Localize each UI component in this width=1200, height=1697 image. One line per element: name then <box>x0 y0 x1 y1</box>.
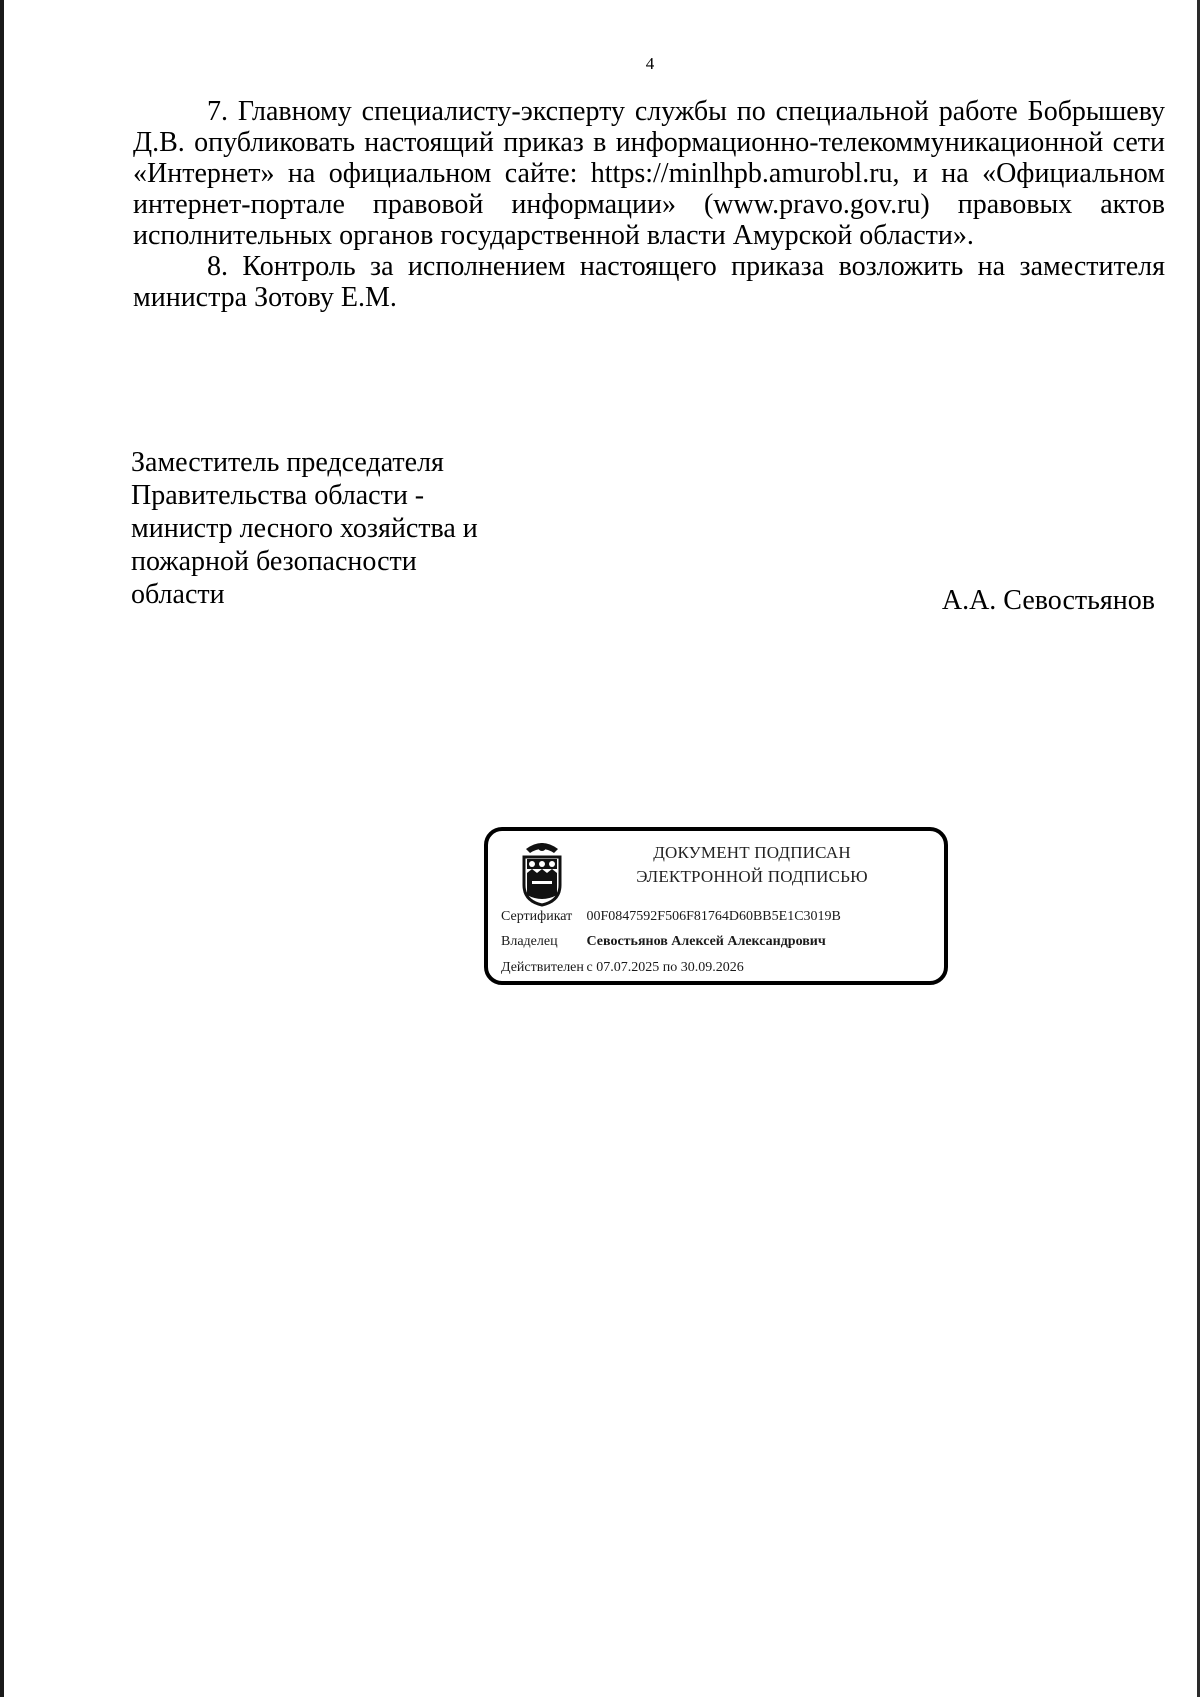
signer-name: А.А. Севостьянов <box>941 585 1155 616</box>
valid-value: с 07.07.2025 по 30.09.2026 <box>586 960 744 975</box>
document-body <box>133 96 1165 313</box>
certificate-label: Сертификат <box>501 909 573 924</box>
signer-position-line: Заместитель председателя <box>131 447 444 478</box>
signer-position-line: области <box>131 579 225 610</box>
owner-label: Владелец <box>501 934 558 949</box>
scan-edge-left <box>0 0 4 1697</box>
paragraph-8: 8. Контроль за исполнением настоящего приказа возложить на заместителя министра Зотову Е.М. <box>133 251 1165 313</box>
certificate-value: 00F0847592F506F81764D60BB5E1C3019B <box>586 909 841 924</box>
stamp-owner-row <box>501 934 826 950</box>
signer-position <box>131 446 591 611</box>
stamp-title <box>592 841 912 889</box>
page-number: 4 <box>645 54 655 73</box>
signer-position-line: пожарной безопасности <box>131 546 417 577</box>
electronic-signature-stamp <box>484 827 948 985</box>
owner-value: Севостьянов Алексей Александрович <box>586 934 826 949</box>
stamp-validity-row <box>501 960 744 976</box>
coat-of-arms-icon <box>518 839 566 907</box>
signer-position-line: Правительства области - <box>131 480 425 511</box>
paragraph-7: 7. Главному специалисту-эксперту службы по специальной работе Бобрышеву Д.В. опубликовать настоящий приказ в информационно-телекоммуникационной сети «Интернет» на официальном сайте: https://minlhpb.amurobl.ru, и на «Официальном интернет-портале правовой информации» (www.pravo.gov.ru) правовых актов исполнительных органов государственной власти Амурской области». <box>133 96 1165 251</box>
stamp-certificate-row <box>501 909 841 925</box>
stamp-title-line2: ЭЛЕКТРОННОЙ ПОДПИСЬЮ <box>636 867 868 886</box>
stamp-title-line1: ДОКУМЕНТ ПОДПИСАН <box>653 843 851 862</box>
valid-label: Действителен <box>501 960 584 975</box>
signer-position-line: министр лесного хозяйства и <box>131 513 478 544</box>
